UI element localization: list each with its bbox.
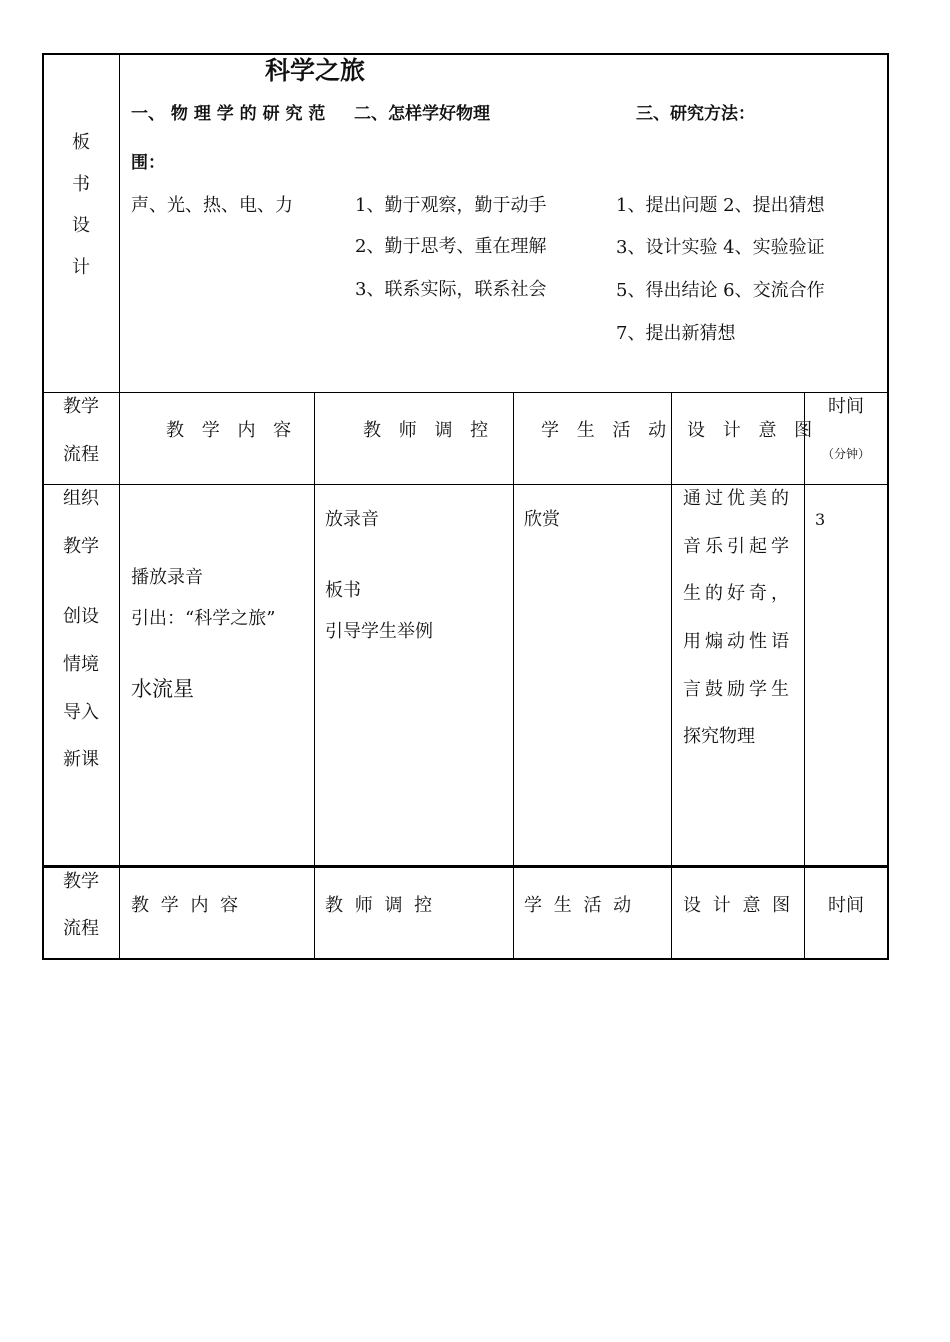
header-flow: 流程 bbox=[63, 918, 99, 939]
board-section3-item: 5、得出结论 6、交流合作 bbox=[616, 280, 825, 301]
board-label-char: 设 bbox=[72, 215, 90, 236]
col-divider bbox=[804, 392, 805, 960]
board-section2-heading: 二、怎样学好物理 bbox=[354, 104, 490, 124]
board-section1-heading: 一、 物 理 学 的 研 究 范 bbox=[131, 104, 326, 124]
teacher-line: 引导学生举例 bbox=[325, 621, 433, 642]
header-content: 教 学 内 容 bbox=[166, 420, 298, 441]
col-divider bbox=[671, 392, 672, 960]
flow-cell-line: 情境 bbox=[63, 654, 99, 675]
board-section1-heading-cont: 围： bbox=[131, 153, 165, 173]
board-section1-body: 声、光、热、电、力 bbox=[131, 195, 293, 216]
col-divider bbox=[513, 392, 514, 960]
content-line: 播放录音 bbox=[131, 567, 203, 588]
board-section3-heading: 三、研究方法： bbox=[636, 104, 755, 124]
table-border-bottom bbox=[42, 958, 889, 960]
header-teacher: 教 师 调 控 bbox=[363, 420, 495, 441]
flow-cell-line: 新课 bbox=[63, 749, 99, 770]
time-value: 3 bbox=[815, 510, 826, 529]
header-flow: 教学 bbox=[63, 396, 99, 417]
content-highlight: 水流星 bbox=[131, 677, 194, 701]
table-border-left bbox=[42, 53, 44, 960]
table-border-top bbox=[42, 53, 889, 55]
board-section2-item: 2、勤于思考、重在理解 bbox=[355, 236, 547, 257]
header-student: 学 生 活 动 bbox=[524, 895, 635, 916]
header-time-unit: （分钟） bbox=[822, 447, 871, 461]
col-divider bbox=[119, 53, 120, 960]
flow-cell-line: 教学 bbox=[63, 536, 99, 557]
intent-line: 音乐引起学 bbox=[683, 536, 793, 557]
board-section3-item: 7、提出新猜想 bbox=[616, 323, 736, 344]
intent-line: 用煽动性语 bbox=[683, 631, 793, 652]
row-divider bbox=[42, 392, 889, 393]
header-flow: 流程 bbox=[63, 444, 99, 465]
teacher-line: 板书 bbox=[325, 580, 361, 601]
intent-line: 通过优美的 bbox=[683, 488, 793, 509]
board-section3-item: 1、提出问题 2、提出猜想 bbox=[616, 195, 825, 216]
header-content: 教 学 内 容 bbox=[131, 895, 242, 916]
row-divider bbox=[42, 865, 889, 868]
header-time: 时间 bbox=[828, 396, 864, 417]
teacher-line: 放录音 bbox=[325, 509, 379, 530]
intent-line: 生的好奇， bbox=[683, 583, 793, 604]
header-time: 时间 bbox=[828, 895, 864, 916]
board-section2-item: 3、联系实际，联系社会 bbox=[355, 279, 547, 300]
flow-cell-line: 组织 bbox=[63, 488, 99, 509]
row-divider bbox=[42, 484, 889, 485]
board-label-char: 板 bbox=[72, 132, 90, 153]
header-intent: 设 计 意 图 bbox=[687, 420, 819, 441]
flow-cell-line: 创设 bbox=[63, 606, 99, 627]
header-student: 学 生 活 动 bbox=[541, 420, 673, 441]
header-flow: 教学 bbox=[63, 871, 99, 892]
header-teacher: 教 师 调 控 bbox=[325, 895, 436, 916]
col-divider bbox=[314, 392, 315, 960]
intent-line: 探究物理 bbox=[683, 726, 755, 747]
student-activity: 欣赏 bbox=[524, 509, 560, 530]
content-line: 引出：“科学之旅” bbox=[131, 608, 276, 629]
header-intent: 设 计 意 图 bbox=[683, 895, 794, 916]
board-title: 科学之旅 bbox=[265, 56, 366, 85]
board-section2-item: 1、勤于观察，勤于动手 bbox=[355, 195, 547, 216]
table-border-right bbox=[887, 53, 889, 960]
board-label-char: 计 bbox=[72, 257, 90, 278]
board-section3-item: 3、设计实验 4、实验验证 bbox=[616, 237, 825, 258]
board-label-char: 书 bbox=[72, 174, 90, 195]
flow-cell-line: 导入 bbox=[63, 702, 99, 723]
intent-line: 言鼓励学生 bbox=[683, 679, 793, 700]
